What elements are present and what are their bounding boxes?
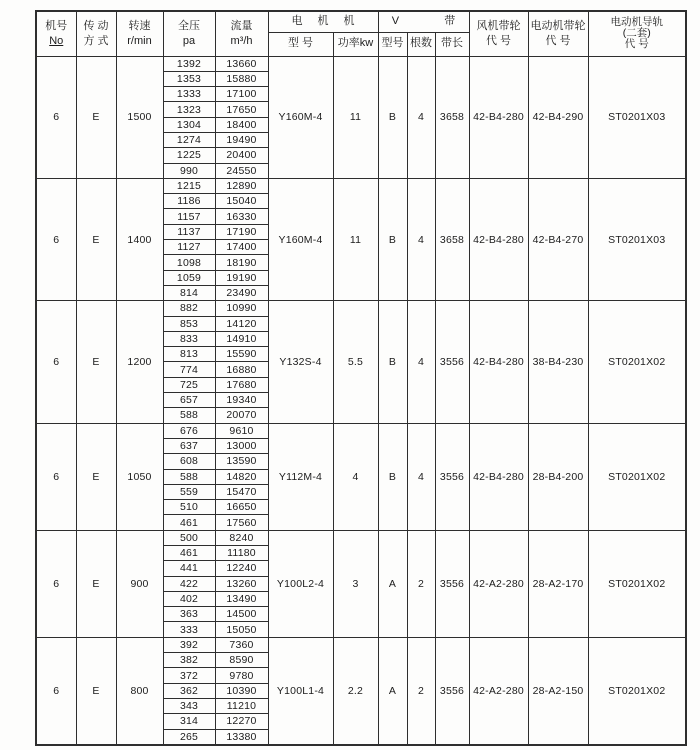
drive-mode-cell: E bbox=[76, 56, 116, 178]
belt-count-cell: 2 bbox=[407, 530, 435, 637]
table-body bbox=[36, 56, 686, 745]
fan-pulley-cell: 42-B4-280 bbox=[469, 301, 528, 423]
pressure-cell: 333 bbox=[163, 622, 215, 637]
pressure-cell: 774 bbox=[163, 362, 215, 377]
header-machine-no-line2: No bbox=[49, 34, 64, 47]
header-row-top bbox=[36, 11, 686, 32]
pressure-cell: 422 bbox=[163, 576, 215, 591]
flow-cell: 8590 bbox=[215, 653, 268, 668]
table-row bbox=[36, 423, 686, 438]
fan-pulley-cell: 42-B4-280 bbox=[469, 423, 528, 530]
header-flow-line1: 流量 bbox=[230, 20, 253, 33]
drive-mode-cell: E bbox=[76, 178, 116, 300]
pressure-cell: 1392 bbox=[163, 56, 215, 71]
pressure-cell: 392 bbox=[163, 637, 215, 652]
pressure-cell: 676 bbox=[163, 423, 215, 438]
motor-pulley-cell: 42-B4-270 bbox=[528, 178, 588, 300]
pressure-cell: 1186 bbox=[163, 194, 215, 209]
header-pressure bbox=[163, 11, 215, 56]
pressure-cell: 314 bbox=[163, 714, 215, 729]
fan-pulley-cell: 42-A2-280 bbox=[469, 637, 528, 745]
flow-cell: 13000 bbox=[215, 438, 268, 453]
belt-type-cell: B bbox=[378, 301, 407, 423]
flow-cell: 14910 bbox=[215, 331, 268, 346]
header-speed bbox=[116, 11, 163, 56]
header-machine-no-line1: 机号 bbox=[45, 20, 68, 33]
drive-mode-cell: E bbox=[76, 637, 116, 745]
pressure-cell: 814 bbox=[163, 285, 215, 300]
flow-cell: 17650 bbox=[215, 102, 268, 117]
drive-mode-cell: E bbox=[76, 530, 116, 637]
pressure-cell: 372 bbox=[163, 668, 215, 683]
pressure-cell: 1157 bbox=[163, 209, 215, 224]
pressure-cell: 363 bbox=[163, 607, 215, 622]
flow-cell: 10990 bbox=[215, 301, 268, 316]
pressure-cell: 637 bbox=[163, 438, 215, 453]
flow-cell: 15050 bbox=[215, 622, 268, 637]
belt-length-cell: 3658 bbox=[435, 56, 469, 178]
belt-type-cell: B bbox=[378, 423, 407, 530]
belt-count-cell: 4 bbox=[407, 301, 435, 423]
machine-no-cell: 6 bbox=[36, 637, 76, 745]
flow-cell: 15590 bbox=[215, 347, 268, 362]
flow-cell: 13260 bbox=[215, 576, 268, 591]
spec-table bbox=[35, 10, 687, 746]
flow-cell: 14500 bbox=[215, 607, 268, 622]
pressure-cell: 725 bbox=[163, 377, 215, 392]
header-motor-group: 电 机 机 bbox=[268, 11, 378, 32]
motor-rail-cell: ST0201X02 bbox=[588, 423, 686, 530]
flow-cell: 15880 bbox=[215, 71, 268, 86]
speed-cell: 1500 bbox=[116, 56, 163, 178]
header-drive-line1: 传 动 bbox=[83, 20, 109, 33]
header-flow bbox=[215, 11, 268, 56]
flow-cell: 8240 bbox=[215, 530, 268, 545]
pressure-cell: 833 bbox=[163, 331, 215, 346]
flow-cell: 18400 bbox=[215, 117, 268, 132]
header-motor-rail-line3: 代 号 bbox=[624, 38, 649, 51]
flow-cell: 13590 bbox=[215, 454, 268, 469]
flow-cell: 19340 bbox=[215, 393, 268, 408]
header-speed-line2: r/min bbox=[127, 34, 152, 47]
pressure-cell: 362 bbox=[163, 683, 215, 698]
header-motor-pulley bbox=[528, 11, 588, 56]
pressure-cell: 1333 bbox=[163, 87, 215, 102]
belt-count-cell: 4 bbox=[407, 56, 435, 178]
pressure-cell: 343 bbox=[163, 698, 215, 713]
fan-pulley-cell: 42-B4-280 bbox=[469, 178, 528, 300]
flow-cell: 13490 bbox=[215, 591, 268, 606]
machine-no-cell: 6 bbox=[36, 423, 76, 530]
pressure-cell: 510 bbox=[163, 500, 215, 515]
motor-pulley-cell: 42-B4-290 bbox=[528, 56, 588, 178]
drive-mode-cell: E bbox=[76, 423, 116, 530]
pressure-cell: 657 bbox=[163, 393, 215, 408]
flow-cell: 9610 bbox=[215, 423, 268, 438]
header-pressure-line1: 全压 bbox=[178, 20, 200, 33]
pressure-cell: 265 bbox=[163, 729, 215, 745]
flow-cell: 11180 bbox=[215, 546, 268, 561]
machine-no-cell: 6 bbox=[36, 178, 76, 300]
flow-cell: 11210 bbox=[215, 698, 268, 713]
header-fan-pulley bbox=[469, 11, 528, 56]
pressure-cell: 500 bbox=[163, 530, 215, 545]
flow-cell: 24550 bbox=[215, 163, 268, 178]
table-row bbox=[36, 301, 686, 316]
motor-pulley-cell: 28-A2-150 bbox=[528, 637, 588, 745]
motor-pulley-cell: 28-B4-200 bbox=[528, 423, 588, 530]
header-vbelt-length: 带长 bbox=[435, 32, 469, 56]
header-pressure-line2: pa bbox=[182, 34, 196, 47]
pressure-cell: 882 bbox=[163, 301, 215, 316]
flow-cell: 15040 bbox=[215, 194, 268, 209]
motor-power-cell: 11 bbox=[333, 56, 378, 178]
pressure-cell: 1215 bbox=[163, 178, 215, 193]
flow-cell: 17400 bbox=[215, 240, 268, 255]
fan-pulley-cell: 42-B4-280 bbox=[469, 56, 528, 178]
motor-rail-cell: ST0201X02 bbox=[588, 301, 686, 423]
belt-length-cell: 3556 bbox=[435, 301, 469, 423]
belt-count-cell: 4 bbox=[407, 423, 435, 530]
pressure-cell: 1127 bbox=[163, 240, 215, 255]
motor-model-cell: Y132S-4 bbox=[268, 301, 333, 423]
flow-cell: 14120 bbox=[215, 316, 268, 331]
pressure-cell: 559 bbox=[163, 484, 215, 499]
flow-cell: 16650 bbox=[215, 500, 268, 515]
motor-power-cell: 5.5 bbox=[333, 301, 378, 423]
header-vbelt-count: 根数 bbox=[407, 32, 435, 56]
belt-length-cell: 3658 bbox=[435, 178, 469, 300]
flow-cell: 12270 bbox=[215, 714, 268, 729]
belt-count-cell: 2 bbox=[407, 637, 435, 745]
speed-cell: 1200 bbox=[116, 301, 163, 423]
pressure-cell: 461 bbox=[163, 546, 215, 561]
motor-rail-cell: ST0201X03 bbox=[588, 178, 686, 300]
motor-model-cell: Y160M-4 bbox=[268, 178, 333, 300]
table-row bbox=[36, 637, 686, 652]
flow-cell: 17680 bbox=[215, 377, 268, 392]
pressure-cell: 1225 bbox=[163, 148, 215, 163]
speed-cell: 800 bbox=[116, 637, 163, 745]
pressure-cell: 1137 bbox=[163, 224, 215, 239]
flow-cell: 13380 bbox=[215, 729, 268, 745]
flow-cell: 19190 bbox=[215, 270, 268, 285]
belt-length-cell: 3556 bbox=[435, 423, 469, 530]
belt-length-cell: 3556 bbox=[435, 637, 469, 745]
flow-cell: 14820 bbox=[215, 469, 268, 484]
belt-length-cell: 3556 bbox=[435, 530, 469, 637]
header-motor-pulley-line2: 代 号 bbox=[545, 34, 571, 47]
flow-cell: 17190 bbox=[215, 224, 268, 239]
machine-no-cell: 6 bbox=[36, 56, 76, 178]
pressure-cell: 441 bbox=[163, 561, 215, 576]
header-vbelt-model: 型号 bbox=[378, 32, 407, 56]
header-speed-line1: 转速 bbox=[128, 20, 151, 33]
flow-cell: 12240 bbox=[215, 561, 268, 576]
flow-cell: 7360 bbox=[215, 637, 268, 652]
motor-rail-cell: ST0201X02 bbox=[588, 637, 686, 745]
header-flow-line2: m³/h bbox=[230, 34, 253, 47]
fan-pulley-cell: 42-A2-280 bbox=[469, 530, 528, 637]
flow-cell: 17560 bbox=[215, 515, 268, 530]
pressure-cell: 853 bbox=[163, 316, 215, 331]
pressure-cell: 588 bbox=[163, 408, 215, 423]
belt-type-cell: B bbox=[378, 56, 407, 178]
motor-model-cell: Y160M-4 bbox=[268, 56, 333, 178]
pressure-cell: 461 bbox=[163, 515, 215, 530]
motor-power-cell: 2.2 bbox=[333, 637, 378, 745]
pressure-cell: 608 bbox=[163, 454, 215, 469]
flow-cell: 12890 bbox=[215, 178, 268, 193]
pressure-cell: 1098 bbox=[163, 255, 215, 270]
pressure-cell: 1304 bbox=[163, 117, 215, 132]
flow-cell: 20400 bbox=[215, 148, 268, 163]
flow-cell: 9780 bbox=[215, 668, 268, 683]
pressure-cell: 1059 bbox=[163, 270, 215, 285]
header-motor-pulley-line1: 电动机带轮 bbox=[530, 20, 586, 33]
header-drive-line2: 方 式 bbox=[83, 34, 109, 47]
header-motor-rail-line2: (二套) bbox=[622, 27, 651, 40]
header-motor-rail bbox=[588, 11, 686, 56]
motor-model-cell: Y100L1-4 bbox=[268, 637, 333, 745]
table-row bbox=[36, 530, 686, 545]
header-machine-no bbox=[36, 11, 76, 56]
motor-rail-cell: ST0201X03 bbox=[588, 56, 686, 178]
header-fan-pulley-line1: 风机带轮 bbox=[476, 20, 521, 33]
motor-model-cell: Y112M-4 bbox=[268, 423, 333, 530]
flow-cell: 16330 bbox=[215, 209, 268, 224]
belt-count-cell: 4 bbox=[407, 178, 435, 300]
flow-cell: 13660 bbox=[215, 56, 268, 71]
flow-cell: 17100 bbox=[215, 87, 268, 102]
pressure-cell: 1323 bbox=[163, 102, 215, 117]
motor-power-cell: 3 bbox=[333, 530, 378, 637]
header-drive-mode bbox=[76, 11, 116, 56]
machine-no-cell: 6 bbox=[36, 530, 76, 637]
header-fan-pulley-line2: 代 号 bbox=[485, 34, 512, 47]
speed-cell: 1400 bbox=[116, 178, 163, 300]
motor-power-cell: 11 bbox=[333, 178, 378, 300]
speed-cell: 900 bbox=[116, 530, 163, 637]
speed-cell: 1050 bbox=[116, 423, 163, 530]
motor-pulley-cell: 38-B4-230 bbox=[528, 301, 588, 423]
pressure-cell: 813 bbox=[163, 347, 215, 362]
flow-cell: 16880 bbox=[215, 362, 268, 377]
flow-cell: 23490 bbox=[215, 285, 268, 300]
pressure-cell: 382 bbox=[163, 653, 215, 668]
table-row bbox=[36, 56, 686, 71]
flow-cell: 19490 bbox=[215, 132, 268, 147]
flow-cell: 15470 bbox=[215, 484, 268, 499]
flow-cell: 18190 bbox=[215, 255, 268, 270]
pressure-cell: 1274 bbox=[163, 132, 215, 147]
table-header bbox=[36, 11, 686, 56]
flow-cell: 20070 bbox=[215, 408, 268, 423]
header-motor-power: 功率kw bbox=[333, 32, 378, 56]
header-vbelt-group: V 带 bbox=[378, 11, 469, 32]
pressure-cell: 1353 bbox=[163, 71, 215, 86]
motor-model-cell: Y100L2-4 bbox=[268, 530, 333, 637]
pressure-cell: 990 bbox=[163, 163, 215, 178]
motor-pulley-cell: 28-A2-170 bbox=[528, 530, 588, 637]
belt-type-cell: B bbox=[378, 178, 407, 300]
motor-power-cell: 4 bbox=[333, 423, 378, 530]
belt-type-cell: A bbox=[378, 637, 407, 745]
pressure-cell: 402 bbox=[163, 591, 215, 606]
pressure-cell: 588 bbox=[163, 469, 215, 484]
belt-type-cell: A bbox=[378, 530, 407, 637]
machine-no-cell: 6 bbox=[36, 301, 76, 423]
motor-rail-cell: ST0201X02 bbox=[588, 530, 686, 637]
flow-cell: 10390 bbox=[215, 683, 268, 698]
header-motor-model: 型 号 bbox=[268, 32, 333, 56]
header-motor-rail-line1: 电动机导轨 bbox=[610, 15, 663, 28]
table-row bbox=[36, 178, 686, 193]
drive-mode-cell: E bbox=[76, 301, 116, 423]
